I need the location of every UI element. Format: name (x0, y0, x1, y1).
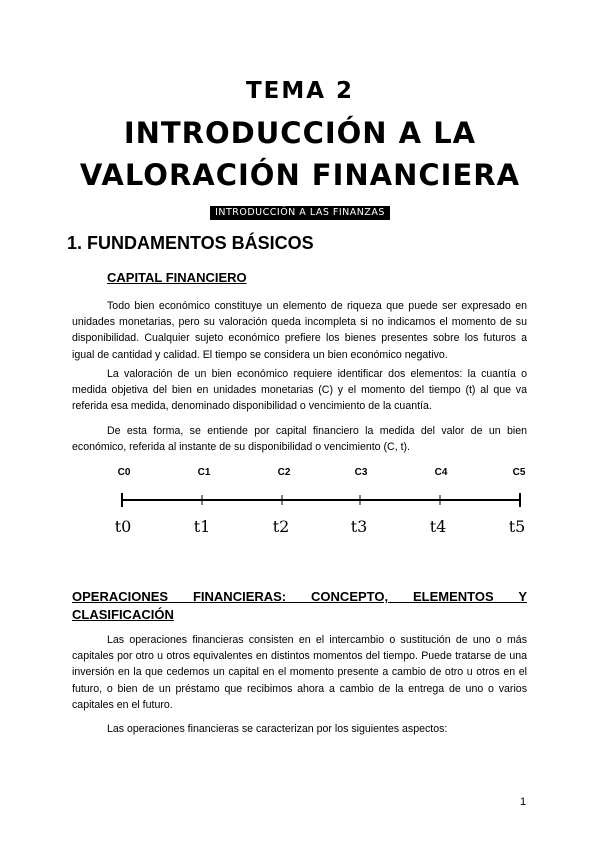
paragraph-operaciones-2: Las operaciones financieras se caracterizan por los siguientes aspectos: (107, 723, 448, 735)
time-label-0: t0 (114, 517, 132, 536)
capital-label-5: C5 (512, 467, 526, 478)
time-label-1: t1 (193, 517, 211, 536)
capital-label-1: C1 (197, 467, 211, 478)
main-title-line-2: VALORACIÓN FINANCIERA (79, 158, 521, 192)
subheading-operaciones-line-1: OPERACIONES FINANCIERAS: CONCEPTO, ELEMENTOS Y (72, 589, 527, 604)
time-label-5: t5 (508, 517, 526, 536)
subheading-capital-financiero: CAPITAL FINANCIERO (107, 270, 247, 285)
paragraph-capital-1: Todo bien económico constituye un elemento de riqueza que puede ser expresado en unidades monetarias, pero su valoración queda incompleta si no indicamos el momento de su disponibilidad. Cualquier sujeto económico prefiere los bienes presentes sobre los futuros a igual de cantidad y calidad. El tiempo se considera un bien económico negativo. (72, 300, 527, 361)
section-heading-fundamentos: 1. FUNDAMENTOS BÁSICOS (67, 233, 314, 253)
page-number: 1 (520, 796, 527, 808)
document-title-block (0, 76, 600, 220)
time-label-3: t3 (350, 517, 368, 536)
capital-label-3: C3 (354, 467, 368, 478)
time-label-4: t4 (429, 517, 447, 536)
capital-label-4: C4 (434, 467, 448, 478)
paragraph-operaciones-1: Las operaciones financieras consisten en el intercambio o sustitución de uno o más capitales por otro u otros equivalentes en distintos momentos del tiempo. Puede tratarse de una inversión en la que cedemos un capital en el momento presente a cambio de otro u otros en el futuro, o bien de un préstamo que recibimos ahora a cambio de la entrega de uno o varios capitales en el futuro. (72, 634, 527, 711)
main-title-line-1: INTRODUCCIÓN A LA (123, 116, 477, 150)
subtitle-badge: INTRODUCCIÓN A LAS FINANZAS (210, 206, 390, 220)
capital-timeline (0, 460, 600, 540)
capital-label-0: C0 (117, 467, 131, 478)
paragraph-capital-2: La valoración de un bien económico requiere identificar dos elementos: la cuantía o medida objetiva del bien en unidades monetarias (C) y el momento del tiempo (t) al que va referida esa medida, denominado disponibilidad o vencimiento de la cuantía. (72, 368, 527, 413)
tema-label: TEMA 2 (245, 78, 355, 104)
capital-label-2: C2 (277, 467, 291, 478)
subheading-operaciones-line-2: CLASIFICACIÓN (72, 607, 174, 622)
time-label-2: t2 (272, 517, 290, 536)
paragraph-capital-3: De esta forma, se entiende por capital financiero la medida del valor de un bien económico, referida al instante de su disponibilidad o vencimiento (C, t). (72, 425, 527, 454)
